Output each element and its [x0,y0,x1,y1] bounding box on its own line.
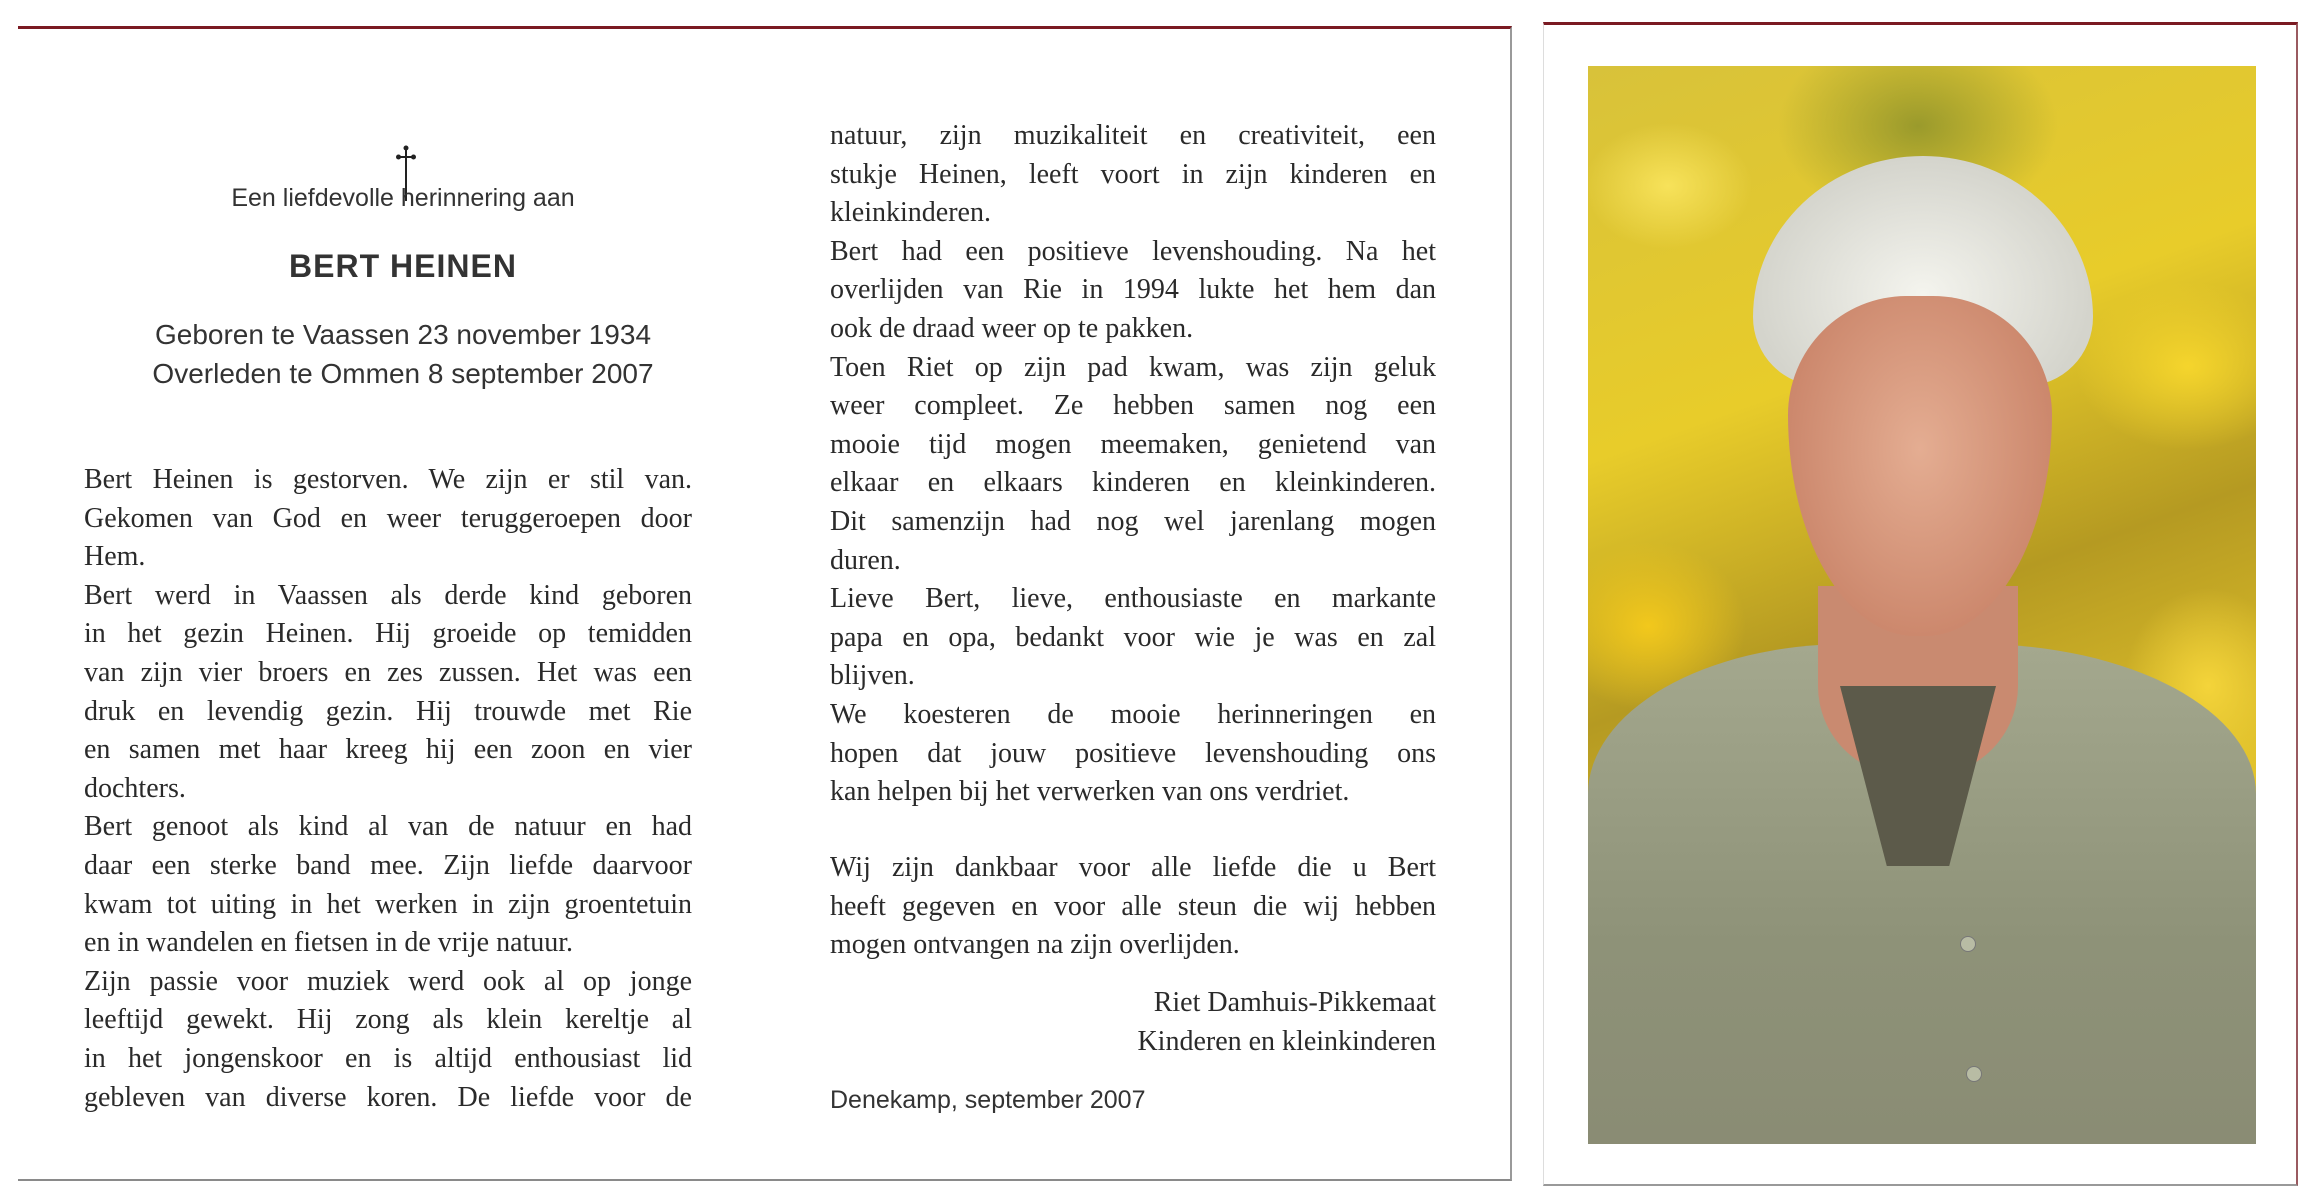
text-line: Dit samenzijn had nog wel jarenlang mogen [830,505,1436,537]
text-line: We koesteren de mooie herinneringen en [830,698,1436,730]
text-line: natuur, zijn muzikaliteit en creativiteit, een [830,120,1436,151]
text-line: Bert genoot als kind al van de natuur en had [84,811,692,843]
text-line: Zijn passie voor muziek werd ook al op jonge [84,965,692,997]
text-line: duren. [830,544,901,576]
text-line: Hem. [84,541,146,573]
text-line: Bert werd in Vaassen als derde kind geboren [84,579,692,611]
text-line: in het jongenskoor en is altijd enthousiast lid [84,1042,692,1074]
place-date: Denekamp, september 2007 [830,1086,1146,1114]
portrait-photo [1588,66,2256,1144]
intro-line: Een liefdevolle herinnering aan [231,184,575,212]
text-line: van zijn vier broers en zes zussen. Het was een [84,656,692,688]
text-line: leeftijd gewekt. Hij zong als klein kereltje al [84,1004,692,1036]
text-line: kleinkinderen. [830,197,991,229]
text-line: mogen ontvangen na zijn overlijden. [830,929,1240,961]
text-line: Gekomen van God en weer teruggeroepen door [84,502,692,534]
text-line: kwam tot uiting in het werken in zijn groentetuin [84,888,692,920]
text-line: blijven. [830,660,915,692]
memorial-card-inner-pages [18,26,1512,1181]
text-line: weer compleet. Ze hebben samen nog een [830,390,1436,422]
memorial-card-photo-page [1543,22,2298,1186]
text-line: Bert Heinen is gestorven. We zijn er stil van. [84,464,692,495]
text-line: Toen Riet op zijn pad kwam, was zijn geluk [830,351,1436,383]
signature-line: Riet Damhuis-Pikkemaat [1153,987,1436,1018]
text-line: elkaar en elkaars kinderen en kleinkinderen. [830,467,1436,499]
text-line: stukje Heinen, leeft voort in zijn kinderen en [830,158,1436,190]
signature-line: Kinderen en kleinkinderen [1137,1025,1436,1057]
left-text-column [84,461,692,1117]
right-text-column [830,117,1436,812]
text-line: en samen met haar kreeg hij een zoon en vier [84,734,692,766]
thanks-paragraph [830,849,1436,965]
text-line: Bert had een positieve levenshouding. Na het [830,235,1436,267]
death-line: Overleden te Ommen 8 september 2007 [152,358,654,389]
text-line: dochters. [84,772,186,804]
text-line: papa en opa, bedankt voor wie je was en zal [830,621,1436,653]
text-line: Lieve Bert, lieve, enthousiaste en markante [830,583,1436,615]
text-line: heeft gegeven en voor alle steun die wij hebben [830,890,1436,922]
text-line: mooie tijd mogen meemaken, genietend van [830,428,1436,460]
text-line: druk en levendig gezin. Hij trouwde met Rie [84,695,692,727]
text-line: hopen dat jouw positieve levenshouding ons [830,737,1436,769]
deceased-name: BERT HEINEN [289,248,517,284]
text-line: Wij zijn dankbaar voor alle liefde die u Bert [830,852,1436,883]
text-line: daar een sterke band mee. Zijn liefde daarvoor [84,849,692,881]
text-line: overlijden van Rie in 1994 lukte het hem dan [830,274,1436,306]
text-line: in het gezin Heinen. Hij groeide op temidden [84,618,692,650]
signature [830,984,1436,1061]
text-line: en in wandelen en fietsen in de vrije natuur. [84,927,574,959]
birth-line: Geboren te Vaassen 23 november 1934 [154,319,652,350]
text-line: gebleven van diverse koren. De liefde voor de [84,1081,692,1113]
text-line: ook de draad weer op te pakken. [830,312,1194,344]
text-line: kan helpen bij het verwerken van ons verdriet. [830,776,1350,808]
